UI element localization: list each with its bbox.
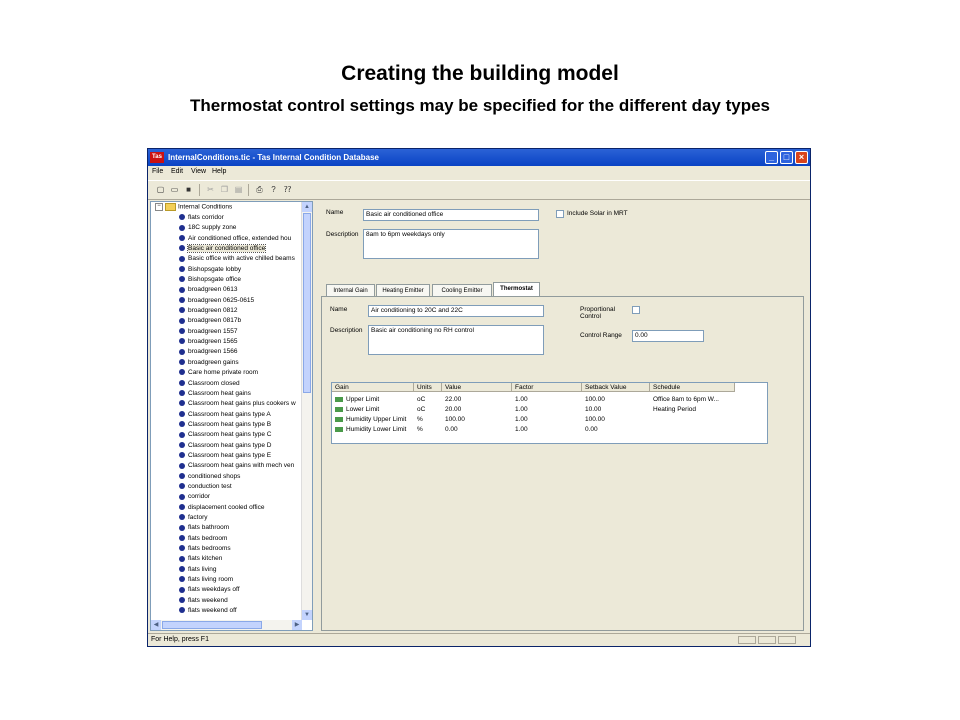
tree-item-label: flats bathroom bbox=[188, 524, 230, 532]
tree-item[interactable] bbox=[179, 451, 296, 461]
condition-icon bbox=[179, 442, 185, 448]
tree-item-label: flats living bbox=[188, 565, 217, 573]
condition-icon bbox=[179, 328, 185, 334]
grid-cell[interactable]: 0.00 bbox=[445, 426, 458, 433]
tree-item-label: Classroom heat gains with mech ven bbox=[188, 462, 295, 470]
condition-icon bbox=[179, 369, 185, 375]
grid-cell[interactable]: 1.00 bbox=[515, 406, 528, 413]
tree-item[interactable] bbox=[179, 554, 296, 564]
tree-item[interactable] bbox=[179, 265, 296, 275]
condition-icon bbox=[179, 535, 185, 541]
tree-item[interactable] bbox=[179, 234, 296, 244]
grid-cell[interactable]: Office 8am to 6pm W... bbox=[653, 396, 719, 403]
grid-cell[interactable]: 100.00 bbox=[585, 396, 605, 403]
scroll-left-icon[interactable]: ◀ bbox=[151, 620, 161, 630]
minimize-button[interactable]: _ bbox=[765, 151, 778, 164]
condition-icon bbox=[179, 607, 185, 613]
folder-icon bbox=[165, 203, 176, 211]
tree-item[interactable] bbox=[179, 327, 296, 337]
scroll-right-icon[interactable]: ▶ bbox=[292, 620, 302, 630]
tree-item-label: broadgreen 1565 bbox=[188, 338, 238, 346]
condition-icon bbox=[179, 452, 185, 458]
slide-title: Creating the building model bbox=[341, 62, 619, 85]
tree-item-label: broadgreen 0613 bbox=[188, 286, 238, 294]
condition-icon bbox=[179, 597, 185, 603]
grid-cell[interactable]: 1.00 bbox=[515, 426, 528, 433]
grid-cell[interactable]: oC bbox=[417, 406, 426, 413]
grid-cell[interactable]: 100.00 bbox=[585, 416, 605, 423]
grid-cell[interactable]: oC bbox=[417, 396, 426, 403]
gain-row-icon bbox=[335, 417, 343, 422]
help-question-icon[interactable]: ? bbox=[271, 185, 276, 194]
tree-item-label: flats weekend bbox=[188, 596, 228, 604]
menu-view[interactable]: View bbox=[191, 168, 207, 175]
tree-item[interactable] bbox=[179, 472, 296, 482]
scroll-up-icon[interactable]: ▲ bbox=[302, 202, 312, 212]
condition-icon bbox=[179, 266, 185, 272]
grid-column-header[interactable]: Value bbox=[442, 383, 512, 392]
tree-item[interactable] bbox=[179, 606, 296, 616]
scroll-thumb[interactable] bbox=[303, 213, 311, 393]
tree-item-label: broadgreen 0812 bbox=[188, 307, 238, 315]
tree-item-label: flats weekend off bbox=[188, 607, 237, 615]
tree-item-label: corridor bbox=[188, 493, 211, 501]
gain-row-icon bbox=[335, 427, 343, 432]
condition-icon bbox=[179, 390, 185, 396]
control-range-label: Control Range bbox=[580, 332, 622, 339]
tree-item[interactable] bbox=[179, 379, 296, 389]
tree-item[interactable] bbox=[179, 358, 296, 368]
scroll-down-icon[interactable]: ▼ bbox=[302, 610, 312, 620]
tree-item-label: Basic air conditioned office bbox=[188, 245, 266, 253]
condition-icon bbox=[179, 256, 185, 262]
window-title: InternalConditions.tic - Tas Internal Condition Database bbox=[168, 153, 379, 162]
condition-icon bbox=[179, 556, 185, 562]
tree-item[interactable] bbox=[179, 534, 296, 544]
condition-icon bbox=[179, 297, 185, 303]
description-field[interactable]: 8am to 6pm weekdays only bbox=[363, 229, 539, 259]
open-folder-icon[interactable]: ▭ bbox=[170, 185, 179, 194]
tree-item-label: broadgreen 1557 bbox=[188, 327, 238, 335]
toolbar bbox=[148, 180, 810, 200]
condition-icon bbox=[179, 235, 185, 241]
tab-thermostat[interactable]: Thermostat bbox=[493, 282, 540, 297]
close-button[interactable]: × bbox=[795, 151, 808, 164]
condition-icon bbox=[179, 576, 185, 582]
thermostat-description-field[interactable]: Basic air conditioning no RH control bbox=[368, 325, 544, 355]
tree-item-label: flats corridor bbox=[188, 214, 224, 221]
condition-icon bbox=[179, 514, 185, 520]
tree-item[interactable] bbox=[179, 347, 296, 357]
grid-column-header[interactable]: Schedule bbox=[650, 383, 735, 392]
tree-item[interactable] bbox=[179, 244, 296, 254]
condition-icon bbox=[179, 525, 185, 531]
tree-item-label: factory bbox=[188, 513, 208, 521]
condition-icon bbox=[179, 473, 185, 479]
grid-cell[interactable]: 1.00 bbox=[515, 416, 528, 423]
tree-horizontal-scrollbar[interactable] bbox=[151, 620, 302, 630]
tree-item[interactable] bbox=[179, 492, 296, 502]
status-pane bbox=[738, 636, 756, 644]
status-pane bbox=[758, 636, 776, 644]
condition-icon bbox=[179, 287, 185, 293]
tree-item[interactable] bbox=[179, 389, 296, 399]
status-bar bbox=[148, 633, 810, 646]
tree-item-label: Care home private room bbox=[188, 369, 259, 377]
tree-item-list bbox=[179, 213, 296, 616]
tree-item-label: Classroom heat gains plus cookers w bbox=[188, 400, 296, 408]
tree-item-label: Air conditioned office, extended hou bbox=[188, 234, 292, 242]
control-range-field[interactable]: 0.00 bbox=[632, 330, 704, 342]
tree-item[interactable] bbox=[179, 565, 296, 575]
tree-item[interactable] bbox=[179, 503, 296, 513]
maximize-button[interactable]: □ bbox=[780, 151, 793, 164]
gain-name: Upper Limit bbox=[346, 396, 380, 403]
new-document-icon[interactable]: ▢ bbox=[156, 185, 165, 194]
tree-root-label: Internal Conditions bbox=[178, 203, 233, 211]
grid-cell[interactable] bbox=[335, 415, 406, 424]
thermostat-name-label: Name bbox=[330, 306, 348, 313]
tree-item[interactable] bbox=[179, 410, 296, 420]
tree-item[interactable] bbox=[179, 254, 296, 264]
print-icon[interactable]: ⎙ bbox=[256, 185, 263, 194]
collapse-icon[interactable]: − bbox=[155, 203, 163, 211]
tree-item[interactable] bbox=[179, 430, 296, 440]
tree-item-label: conduction test bbox=[188, 482, 232, 490]
gain-name: Lower Limit bbox=[346, 406, 380, 413]
tree-item-label: flats living room bbox=[188, 576, 234, 584]
toolbar-separator bbox=[199, 184, 200, 196]
condition-icon bbox=[179, 214, 185, 220]
tree-item-label: displacement cooled office bbox=[188, 503, 265, 511]
condition-icon bbox=[179, 587, 185, 593]
grid-cell[interactable]: % bbox=[417, 416, 423, 423]
tree-item-label: conditioned shops bbox=[188, 472, 241, 480]
name-field[interactable]: Basic air conditioned office bbox=[363, 209, 539, 221]
condition-icon bbox=[179, 349, 185, 355]
proportional-control-label: Proportional Control bbox=[580, 306, 616, 320]
description-label: Description bbox=[326, 231, 359, 238]
grid-column-header[interactable]: Setback Value bbox=[582, 383, 650, 392]
cut-icon[interactable]: ✂ bbox=[207, 185, 214, 194]
condition-icon bbox=[179, 411, 185, 417]
grid-cell[interactable]: % bbox=[417, 426, 423, 433]
grid-column-header[interactable]: Units bbox=[414, 383, 442, 392]
copy-icon[interactable]: ❐ bbox=[220, 185, 229, 194]
grid-cell[interactable] bbox=[335, 395, 379, 404]
tree-item[interactable] bbox=[179, 441, 296, 451]
tree-item-label: flats kitchen bbox=[188, 555, 223, 563]
condition-icon bbox=[179, 432, 185, 438]
name-label: Name bbox=[326, 209, 344, 216]
tree-item-label: broadgreen gains bbox=[188, 358, 239, 366]
condition-tree[interactable] bbox=[150, 201, 313, 631]
tree-item-label: Classroom heat gains type A bbox=[188, 410, 271, 418]
details-panel bbox=[318, 201, 810, 631]
title-bar[interactable] bbox=[148, 149, 810, 166]
menu-bar bbox=[148, 166, 810, 179]
condition-icon bbox=[179, 504, 185, 510]
tree-item[interactable] bbox=[179, 337, 296, 347]
tree-item-label: Classroom heat gains bbox=[188, 389, 251, 397]
grid-cell[interactable] bbox=[335, 425, 406, 434]
grid-cell[interactable]: 20.00 bbox=[445, 406, 462, 413]
tree-item-label: flats bedrooms bbox=[188, 545, 231, 552]
save-icon[interactable]: ■ bbox=[186, 185, 191, 194]
tree-item-label: Classroom heat gains type C bbox=[188, 431, 272, 439]
tree-item-label: Classroom heat gains type B bbox=[188, 420, 272, 428]
status-text: For Help, press F1 bbox=[151, 636, 209, 643]
tree-item[interactable] bbox=[179, 420, 296, 430]
grid-cell[interactable]: 1.00 bbox=[515, 396, 528, 403]
condition-icon bbox=[179, 245, 185, 251]
include-solar-label: Include Solar in MRT bbox=[567, 210, 628, 217]
condition-icon bbox=[179, 421, 185, 427]
context-help-icon[interactable]: ⁇ bbox=[283, 185, 292, 194]
gain-row-icon bbox=[335, 397, 343, 402]
grid-cell[interactable]: Heating Period bbox=[653, 406, 696, 413]
tree-item-label: broadgreen 0625-0615 bbox=[188, 296, 255, 304]
tree-item[interactable] bbox=[179, 306, 296, 316]
condition-icon bbox=[179, 318, 185, 324]
condition-icon bbox=[179, 566, 185, 572]
condition-icon bbox=[179, 400, 185, 406]
condition-icon bbox=[179, 225, 185, 231]
tree-item-label: flats weekdays off bbox=[188, 586, 240, 594]
proportional-control-checkbox[interactable] bbox=[632, 306, 640, 314]
tab-heating-emitter[interactable]: Heating Emitter bbox=[376, 284, 430, 297]
tas-logo-icon: Tas bbox=[150, 152, 164, 163]
app-window bbox=[147, 148, 811, 647]
grid-cell[interactable]: 22.00 bbox=[445, 396, 462, 403]
tree-item[interactable] bbox=[179, 213, 296, 223]
tree-item[interactable] bbox=[179, 368, 296, 378]
grid-cell[interactable]: 10.00 bbox=[585, 406, 602, 413]
tree-item[interactable] bbox=[179, 285, 296, 295]
scroll-thumb[interactable] bbox=[162, 621, 262, 629]
condition-icon bbox=[179, 463, 185, 469]
condition-icon bbox=[179, 380, 185, 386]
tree-item-label: Bishopsgate lobby bbox=[188, 265, 242, 273]
tree-item[interactable] bbox=[179, 585, 296, 595]
tree-item[interactable] bbox=[179, 223, 296, 233]
menu-edit[interactable]: Edit bbox=[171, 168, 184, 175]
grid-cell[interactable]: 100.00 bbox=[445, 416, 465, 423]
toolbar-separator bbox=[248, 184, 249, 196]
tab-cooling-emitter[interactable]: Cooling Emitter bbox=[432, 284, 492, 297]
tree-item[interactable] bbox=[179, 596, 296, 606]
tree-item-label: broadgreen 1566 bbox=[188, 348, 238, 356]
condition-icon bbox=[179, 276, 185, 282]
menu-help[interactable]: Help bbox=[212, 168, 227, 175]
tree-item-label: Classroom heat gains type E bbox=[188, 451, 272, 459]
condition-icon bbox=[179, 483, 185, 489]
tree-root[interactable] bbox=[155, 203, 232, 213]
tree-item[interactable] bbox=[179, 275, 296, 285]
status-pane bbox=[778, 636, 796, 644]
grid-cell[interactable]: 0.00 bbox=[585, 426, 598, 433]
tree-item[interactable] bbox=[179, 575, 296, 585]
grid-column-header[interactable]: Gain bbox=[332, 383, 414, 392]
gain-row-icon bbox=[335, 407, 343, 412]
condition-icon bbox=[179, 359, 185, 365]
gain-name: Humidity Upper Limit bbox=[346, 416, 407, 423]
tree-item[interactable] bbox=[179, 544, 296, 554]
slide-subtitle: Thermostat control settings may be specified for the different day types bbox=[189, 96, 770, 115]
tree-item[interactable] bbox=[179, 316, 296, 326]
tree-item-label: 18C supply zone bbox=[188, 224, 237, 232]
tree-item-label: Basic office with active chilled beams bbox=[188, 255, 295, 263]
tree-item[interactable] bbox=[179, 523, 296, 533]
condition-icon bbox=[179, 494, 185, 500]
gain-name: Humidity Lower Limit bbox=[346, 426, 407, 433]
thermostat-tab-page bbox=[321, 296, 804, 631]
tree-item-label: Classroom heat gains type D bbox=[188, 441, 272, 449]
tree-item[interactable] bbox=[179, 296, 296, 306]
tree-item-label: flats bedroom bbox=[188, 534, 228, 542]
tree-item[interactable] bbox=[179, 482, 296, 492]
condition-icon bbox=[179, 338, 185, 344]
include-solar-checkbox[interactable] bbox=[556, 210, 564, 218]
grid-column-header[interactable]: Factor bbox=[512, 383, 582, 392]
condition-icon bbox=[179, 545, 185, 551]
tree-item[interactable] bbox=[179, 513, 296, 523]
tree-item-label: Bishopsgate office bbox=[188, 276, 241, 284]
grid-cell[interactable] bbox=[335, 405, 379, 414]
thermostat-description-label: Description bbox=[330, 327, 363, 334]
tree-vertical-scrollbar[interactable] bbox=[301, 202, 312, 620]
tree-item[interactable] bbox=[179, 461, 296, 471]
menu-file[interactable]: File bbox=[152, 168, 164, 175]
thermostat-grid[interactable] bbox=[331, 382, 768, 444]
thermostat-name-field[interactable]: Air conditioning to 20C and 22C bbox=[368, 305, 544, 317]
tab-internal-gain[interactable]: Internal Gain bbox=[326, 284, 375, 297]
condition-icon bbox=[179, 307, 185, 313]
tree-item[interactable] bbox=[179, 399, 296, 409]
tree-item-label: Classroom closed bbox=[188, 379, 240, 387]
paste-icon[interactable]: ▤ bbox=[234, 185, 243, 194]
tree-item-label: broadgreen 0817b bbox=[188, 317, 242, 325]
